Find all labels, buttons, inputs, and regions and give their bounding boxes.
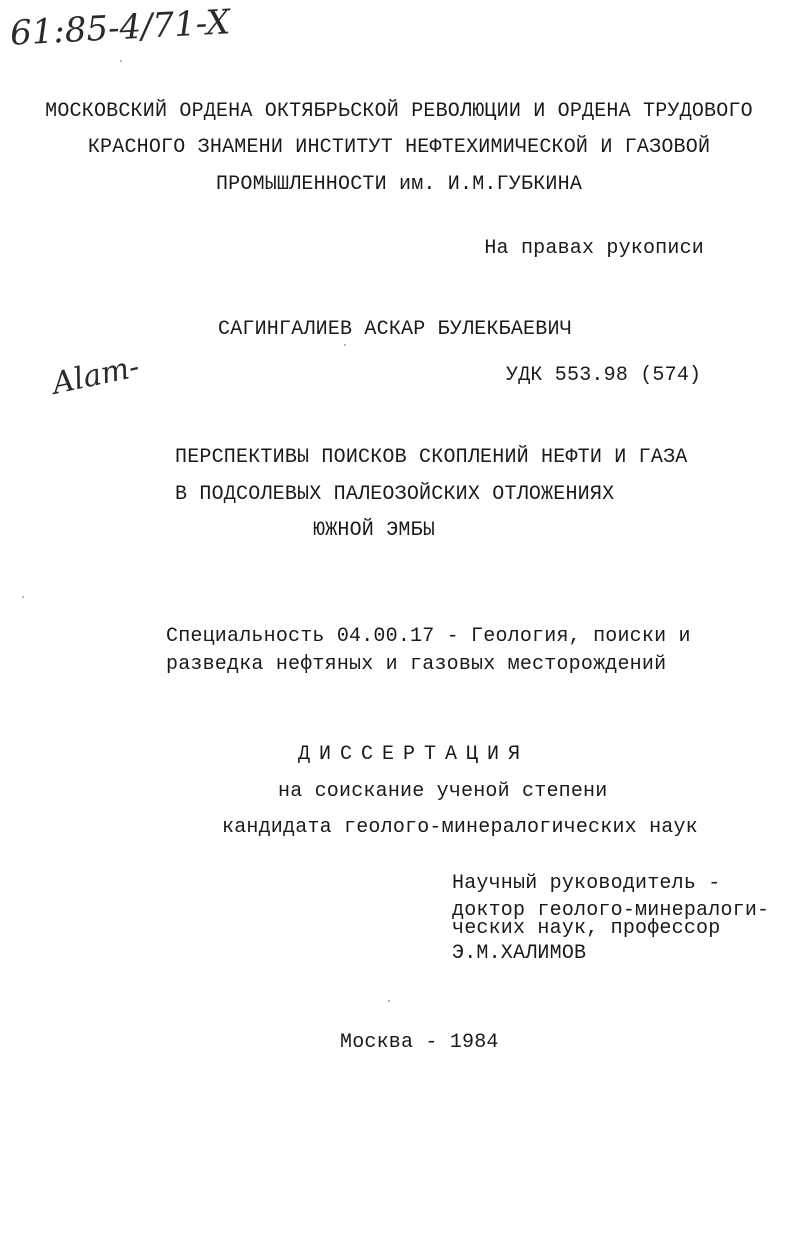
signature: Alam- bbox=[49, 349, 143, 402]
supervisor-line-1: Научный руководитель - bbox=[452, 872, 721, 895]
supervisor-line-3: ческих наук, профессор bbox=[452, 917, 721, 940]
dissertation-line-2: кандидата геолого-минералогических наук bbox=[222, 816, 698, 839]
supervisor-line-4: Э.М.ХАЛИМОВ bbox=[452, 942, 587, 965]
author-name: САГИНГАЛИЕВ АСКАР БУЛЕКБАЕВИЧ bbox=[218, 318, 572, 341]
specialty-line-2: разведка нефтяных и газовых месторождений bbox=[166, 653, 667, 676]
udk-code: УДК 553.98 (574) bbox=[506, 364, 702, 387]
title-line-1: ПЕРСПЕКТИВЫ ПОИСКОВ СКОПЛЕНИЙ НЕФТИ И ГАЗА bbox=[175, 446, 688, 469]
supervisor-line-2: доктор геолого-минералоги- bbox=[452, 899, 770, 922]
title-line-2: В ПОДСОЛЕВЫХ ПАЛЕОЗОЙСКИХ ОТЛОЖЕНИЯХ bbox=[175, 483, 615, 506]
dissertation-heading: ДИССЕРТАЦИЯ bbox=[298, 743, 530, 766]
archive-mark: 61:85-4/71-X bbox=[9, 2, 232, 54]
footer-city-year: Москва - 1984 bbox=[340, 1031, 499, 1054]
specialty-line-1: Специальность 04.00.17 - Геология, поиски и bbox=[166, 625, 691, 648]
institute-line-2: КРАСНОГО ЗНАМЕНИ ИНСТИТУТ НЕФТЕХИМИЧЕСКОЙ И ГАЗОВОЙ bbox=[87, 136, 711, 159]
title-line-3: ЮЖНОЙ ЭМБЫ bbox=[313, 519, 436, 542]
manuscript-note: На правах рукописи bbox=[484, 237, 704, 260]
dissertation-line-1: на соискание ученой степени bbox=[278, 780, 608, 803]
institute-line-1: МОСКОВСКИЙ ОРДЕНА ОКТЯБРЬСКОЙ РЕВОЛЮЦИИ И ОРДЕНА ТРУДОВОГО bbox=[45, 100, 753, 123]
scan-speck bbox=[344, 344, 346, 346]
scan-speck bbox=[22, 596, 24, 598]
scan-speck bbox=[120, 60, 122, 62]
scan-speck bbox=[388, 1000, 390, 1002]
institute-line-3: ПРОМЫШЛЕННОСТИ им. И.М.ГУБКИНА bbox=[215, 173, 583, 196]
